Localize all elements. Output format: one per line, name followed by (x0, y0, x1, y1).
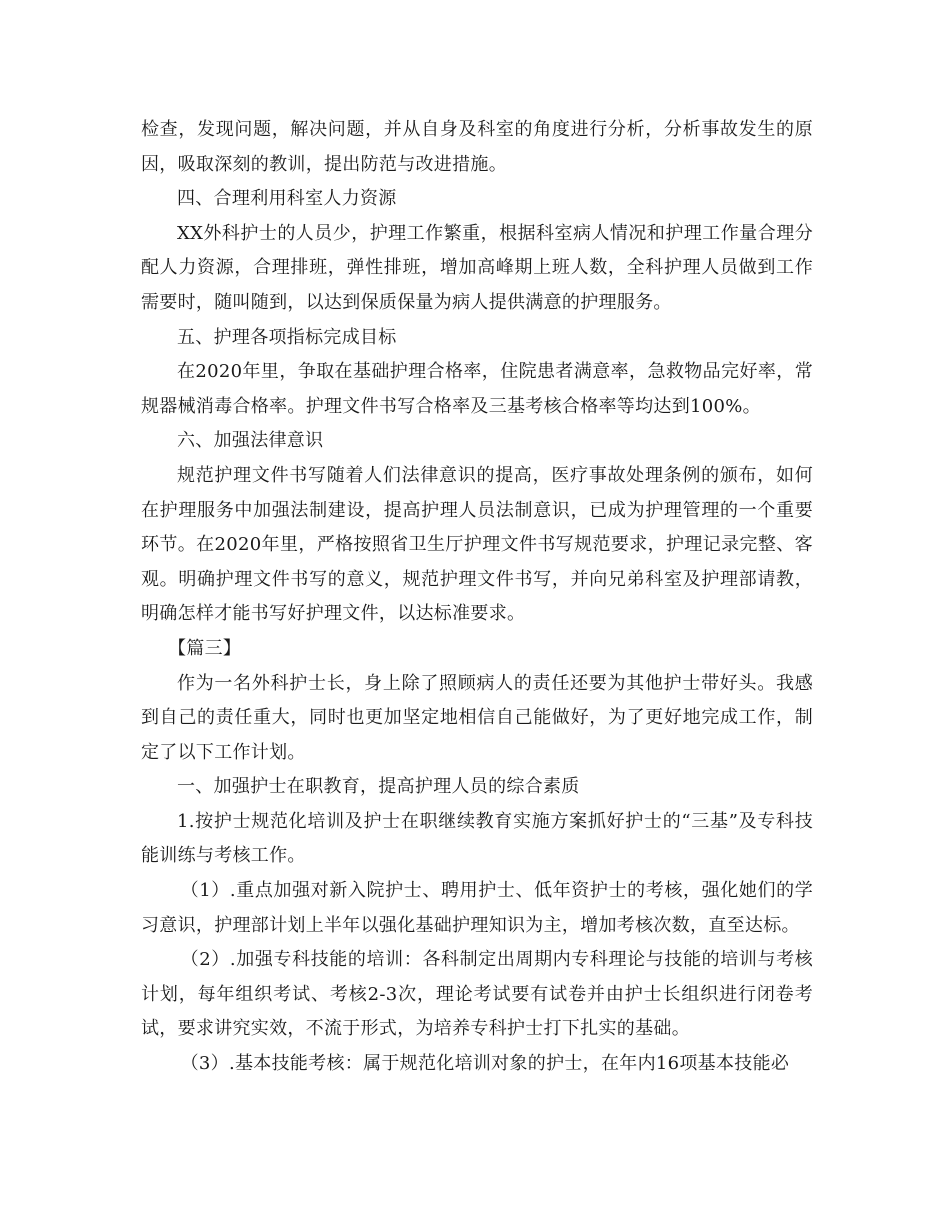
paragraph-training-item-1: 1.按护士规范化培训及护士在职继续教育实施方案抓好护士的“三基”及专科技能训练与考核工作。 (141, 810, 813, 867)
paragraph-continuation: 检查，发现问题，解决问题，并从自身及科室的角度进行分析，分析事故发生的原因，吸取深刻的教训，提出防范与改进措施。 (141, 119, 813, 175)
paragraph-subitem-1: （1）.重点加强对新入院护士、聘用护士、低年资护士的考核，强化她们的学习意识，护理部计划上半年以强化基础护理知识为主，增加考核次数，直至达标。 (141, 880, 813, 936)
paragraph-legal-awareness: 规范护理文件书写随着人们法律意识的提高，医疗事故处理条例的颁布，如何在护理服务中加强法制建设，提高护理人员法制意识，已成为护理管理的一个重要环节。在2020年里，严格按照省卫生厅护理文件书写规范要求，护理记录完整、客观。明确护理文件书写的意义，规范护理文件书写，并向兄弟科室及护理部请教，明确怎样才能书写好护理文件，以达标准要求。 (141, 464, 813, 625)
paragraph-human-resources: XX外科护士的人员少，护理工作繁重，根据科室病人情况和护理工作量合理分配人力资源，合理排班，弹性排班，增加高峰期上班人数，全科护理人员做到工作需要时，随叫随到，以达到保质保量为病人提供满意的护理服务。 (141, 222, 813, 313)
heading-section-four: 四、合理利用科室人力资源 (177, 188, 397, 210)
paragraph-subitem-3: （3）.基本技能考核：属于规范化培训对象的护士，在年内16项基本技能必 (180, 1053, 790, 1075)
heading-section-five: 五、护理各项指标完成目标 (177, 326, 397, 348)
document-body (141, 113, 813, 1082)
heading-section-one: 一、加强护士在职教育，提高护理人员的综合素质 (177, 776, 580, 798)
paragraph-subitem-2: （2）.加强专科技能的培训：各科制定出周期内专科理论与技能的培训与考核计划，每年组织考试、考核2-3次，理论考试要有试卷并由护士长组织进行闭卷考试，要求讲究实效，不流于形式，为培养专科护士打下扎实的基础。 (141, 949, 813, 1040)
heading-section-six: 六、加强法律意识 (177, 430, 324, 452)
paragraph-intro-head-nurse: 作为一名外科护士长，身上除了照顾病人的责任还要为其他护士带好头。我感到自己的责任重大，同时也更加坚定地相信自己能做好，为了更好地完成工作，制定了以下工作计划。 (141, 672, 813, 763)
paragraph-targets: 在2020年里，争取在基础护理合格率，住院患者满意率，急救物品完好率，常规器械消毒合格率。护理文件书写合格率及三基考核合格率等均达到100%。 (141, 361, 813, 417)
section-marker-part-three: 【篇三】 (168, 637, 242, 659)
